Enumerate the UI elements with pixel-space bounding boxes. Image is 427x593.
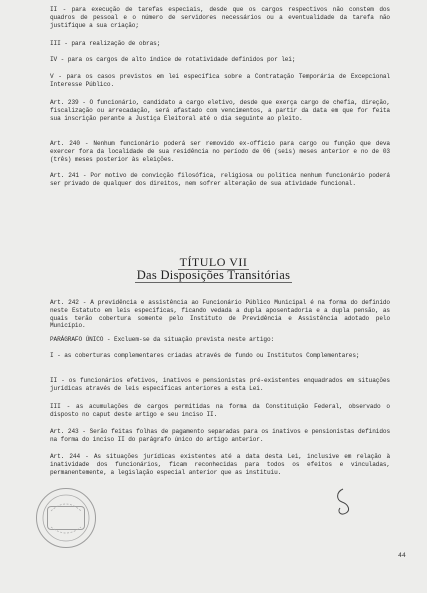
title-name: Das Disposições Transitórias <box>136 268 291 282</box>
paragraph-sole-item-ii: II - os funcionários efetivos, inativos e pensionistas pré-existentes enquadrados em situações jurídicas através de leis específicas anteriores a esta Lei. <box>50 377 390 392</box>
title-number: TÍTULO VII <box>179 255 248 269</box>
paragraph-art-242: Art. 242 - A previdência e assistência ao Funcionário Público Municipal é na forma do definido neste Estatuto em leis específicas, ficando vedada a dupla aposentadoria e a dupla pensão, as quais terão cobertura somente pelo Instituto de Previdência e Assistência adotado pelo Município. <box>50 299 390 330</box>
seal-ring-icon <box>37 489 95 547</box>
signature-mark <box>334 486 356 516</box>
paragraph-art-244: Art. 244 - As situações jurídicas existentes até a data desta Lei, inclusive em relação à inatividade dos funcionários, ficam reconhecidas para todos os efeitos e vinculadas, permanentemente, a legislação especial anterior que as instituiu. <box>50 453 390 476</box>
paragraph-sole: PARÁGRAFO ÚNICO - Excluem-se da situação prevista neste artigo: <box>50 336 275 343</box>
paragraph-item-iv: IV - para os cargos de alto índice de rotatividade definidos por lei; <box>50 56 296 63</box>
paragraph-item-ii: II - para execução de tarefas especiais, desde que os cargos respectivos não constem dos quadros de pessoal e o número de servidores necessários ou a eventualidade da tarefa não justifique a sua criação; <box>50 6 390 29</box>
paragraph-art-239: Art. 239 - O funcionário, candidato a cargo eletivo, desde que exerça cargo de chefia, direção, fiscalização ou arrecadação, será afastado com vencimentos, a partir da data em que for feita sua inscrição perante a Justiça Eleitoral até o dia seguinte ao pleito. <box>50 99 390 122</box>
page-number: 44 <box>398 552 406 559</box>
municipal-seal-stamp <box>36 488 96 548</box>
paragraph-sole-item-i: I - as coberturas complementares criadas através de fundo ou Institutos Complementares; <box>50 352 360 359</box>
paragraph-sole-item-iii: III - as acumulações de cargos permitidas na forma da Constituição Federal, observado o disposto no caput deste artigo e seu inciso II. <box>50 403 390 418</box>
paragraph-item-v: V - para os casos previstos em lei específica sobre a Contratação Temporária de Excepcional Interesse Público. <box>50 73 390 88</box>
paragraph-item-iii: III - para realização de obras; <box>50 40 161 47</box>
paragraph-art-240: Art. 240 - Nenhum funcionário poderá ser removido ex-officio para cargo ou função que deva exercer fora da localidade de sua residência no período de 06 (seis) meses anterior e no de 03 (três) meses posterior às eleições. <box>50 140 390 163</box>
paragraph-art-243: Art. 243 - Serão feitas folhas de pagamento separadas para os inativos e pensionistas definidos na forma do inciso II do parágrafo único do artigo anterior. <box>50 428 390 443</box>
paragraph-art-241: Art. 241 - Por motivo de convicção filosófica, religiosa ou política nenhum funcionário poderá ser privado de qualquer dos direitos, nem sofrer alteração de sua atividade funcional. <box>50 172 390 187</box>
